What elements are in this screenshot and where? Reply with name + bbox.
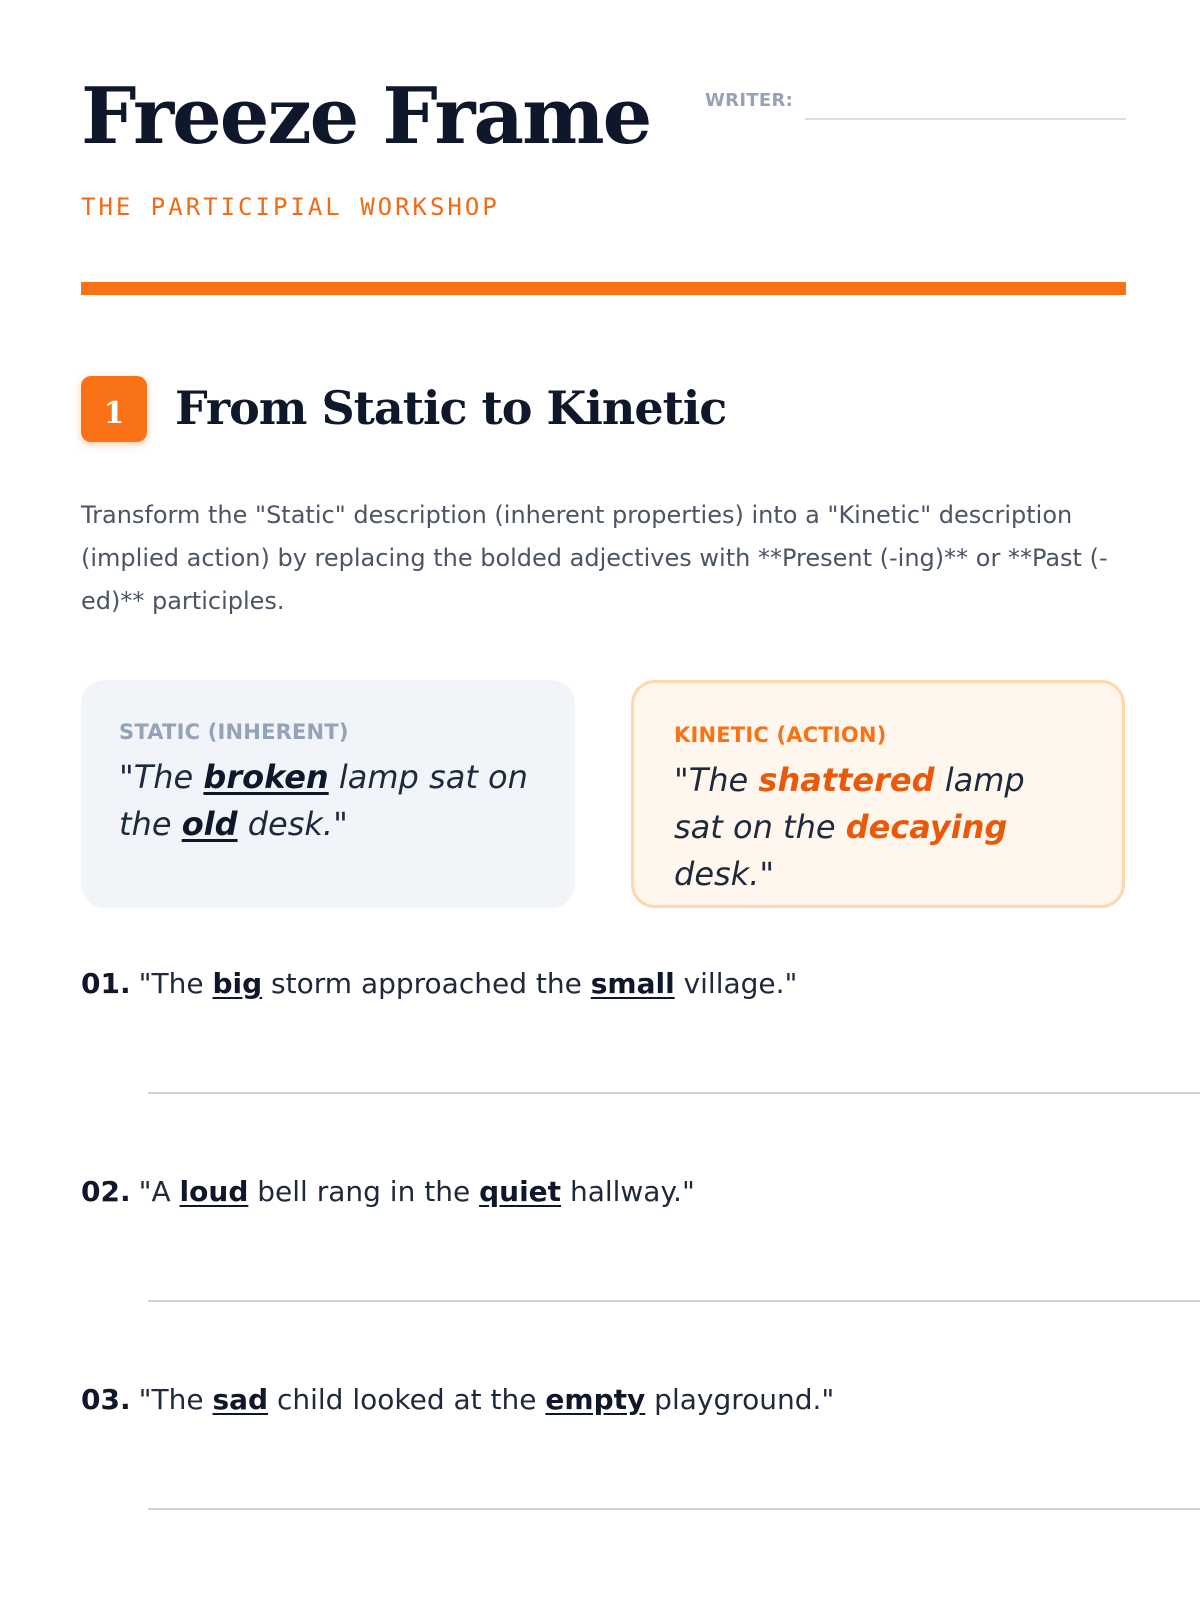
sentence-text: village." xyxy=(674,967,798,1000)
answer-line[interactable] xyxy=(148,1092,1200,1094)
section-title: From Static to Kinetic xyxy=(175,381,727,435)
writer-input-line[interactable] xyxy=(805,118,1126,120)
page-subtitle: THE PARTICIPIAL WORKSHOP xyxy=(81,193,500,221)
sentence-text: "The xyxy=(138,1383,213,1416)
exercise-sentence xyxy=(81,1175,695,1208)
worksheet-page xyxy=(81,0,1126,1600)
static-example-box xyxy=(81,680,575,908)
answer-line[interactable] xyxy=(148,1300,1200,1302)
static-example-label: STATIC (INHERENT) xyxy=(119,720,349,744)
exercise-number: 02. xyxy=(81,1175,131,1208)
adjective-word: big xyxy=(212,967,263,1000)
sentence-text: storm approached the xyxy=(262,967,591,1000)
adjective-word: empty xyxy=(545,1383,646,1416)
adjective-word: sad xyxy=(212,1383,269,1416)
adjective-word: small xyxy=(590,967,675,1000)
exercise-number: 03. xyxy=(81,1383,131,1416)
kinetic-example-box xyxy=(631,680,1125,908)
exercise-number: 01. xyxy=(81,967,131,1000)
section-number-badge: 1 xyxy=(81,376,147,442)
writer-field[interactable] xyxy=(705,90,1126,122)
exercise-sentence xyxy=(81,967,797,1000)
sentence-text: "The xyxy=(119,758,204,796)
instructions-text: Transform the "Static" description (inherent properties) into a "Kinetic" description (implied action) by replacing the bolded adjectives with **Present (-ing)** or **Past (-ed)** participles. xyxy=(81,501,1108,615)
writer-label: WRITER: xyxy=(705,90,794,111)
header-divider xyxy=(81,282,1126,295)
sentence-text: playground." xyxy=(645,1383,835,1416)
sentence-text: "The xyxy=(138,967,213,1000)
static-example-sentence xyxy=(119,754,537,848)
sentence-text: desk." xyxy=(237,805,348,843)
participle-word: decaying xyxy=(845,808,1008,846)
adjective-word: quiet xyxy=(479,1175,562,1208)
exercise-item xyxy=(81,967,1200,1107)
answer-line[interactable] xyxy=(148,1508,1200,1510)
sentence-text: "A xyxy=(138,1175,180,1208)
kinetic-example-label: KINETIC (ACTION) xyxy=(674,723,887,747)
sentence-text: "The xyxy=(674,761,759,799)
sentence-text: lamp sat on the xyxy=(119,758,528,843)
participle-word: shattered xyxy=(758,761,935,799)
sentence-text: child looked at the xyxy=(268,1383,546,1416)
adjective-word: loud xyxy=(179,1175,249,1208)
exercise-item xyxy=(81,1383,1200,1523)
sentence-text: desk." xyxy=(674,855,775,893)
adjective-word: broken xyxy=(203,758,329,796)
sentence-text: hallway." xyxy=(561,1175,695,1208)
exercise-sentence xyxy=(81,1383,834,1416)
adjective-word: old xyxy=(181,805,238,843)
kinetic-example-sentence xyxy=(674,757,1082,898)
page-title: Freeze Frame xyxy=(81,71,651,162)
sentence-text: bell rang in the xyxy=(248,1175,480,1208)
exercise-item xyxy=(81,1175,1200,1315)
sentence-text: lamp sat on the xyxy=(674,761,1025,846)
